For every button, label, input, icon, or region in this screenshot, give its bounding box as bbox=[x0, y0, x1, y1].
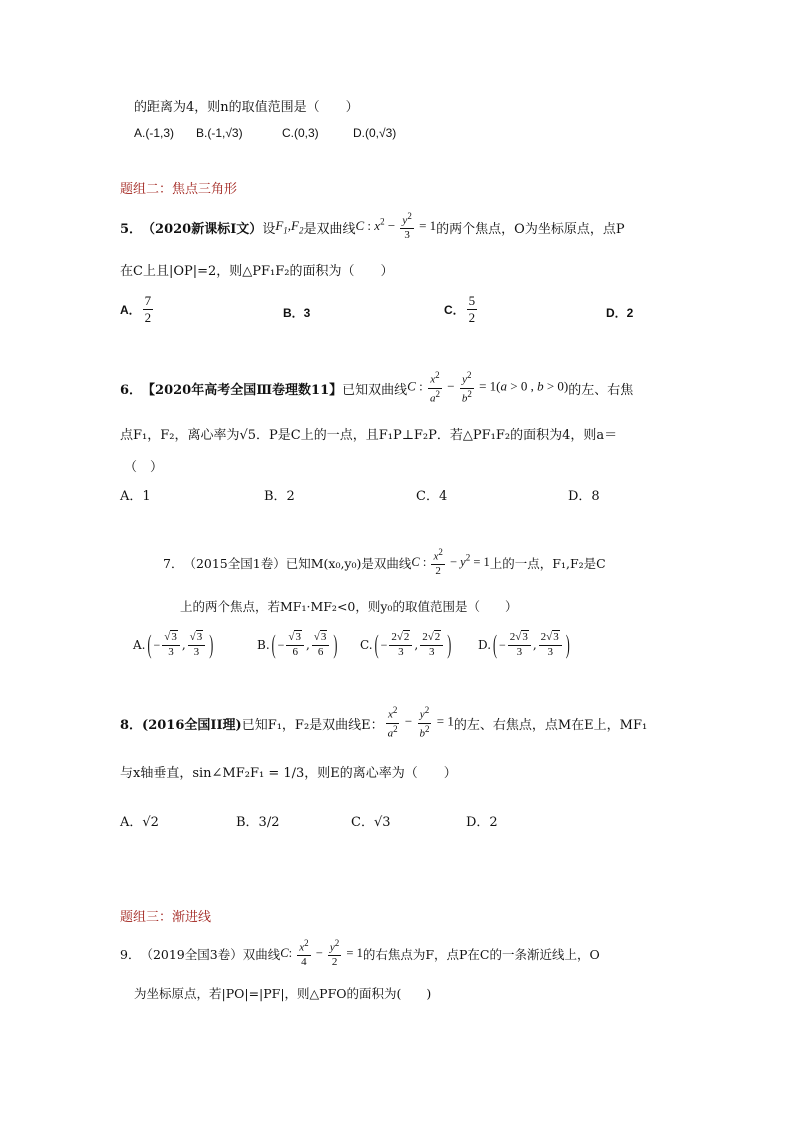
q8-line2: 与x轴垂直，sin∠MF₂F₁ = 1/3，则E的离心率为（ ） bbox=[120, 766, 457, 781]
q8-option-d: D．2 bbox=[466, 815, 498, 830]
q5-text-post: 是双曲线 bbox=[303, 221, 356, 237]
q7-text-pre: 已知M(x₀,y₀)是双曲线 bbox=[285, 556, 412, 571]
q7-source: （2015全国1卷） bbox=[183, 556, 286, 571]
q8-text-pre: 已知F₁，F₂是双曲线E： bbox=[241, 717, 384, 733]
q6-equation: C : $\frac{x^2}{a^2}$ − $\frac{y^2}{b^2}$ = 1(a > 0 , b > 0) bbox=[407, 370, 569, 405]
q5-text-end: 的两个焦点，O为坐标原点，点P bbox=[436, 221, 625, 237]
q5-option-d: D．2 bbox=[606, 306, 634, 320]
group2-heading: 题组二：焦点三角形 bbox=[120, 182, 238, 197]
q6-option-a: A．1 bbox=[120, 489, 151, 504]
q5-option-a: A． $\frac{7}{2}$ bbox=[120, 293, 152, 325]
q9-line2: 为坐标原点，若|PO|=|PF|，则△PFO的面积为( ) bbox=[134, 986, 432, 1001]
q5-number: 5． bbox=[120, 221, 143, 237]
q4-line: 的距离为4，则n的取值范围是（ ） bbox=[134, 100, 359, 115]
q5-line1 bbox=[120, 212, 625, 242]
q6-text-end: 的左、右焦 bbox=[568, 382, 634, 398]
q6-line1 bbox=[120, 370, 633, 406]
q9-source: （2019全国3卷） bbox=[140, 947, 243, 962]
q8-text-end: 的左、右焦点，点M在E上，MF₁ bbox=[453, 717, 648, 733]
q5-equation: C : $x^2$ − $\frac{y^2}{3}$ = 1 bbox=[355, 211, 437, 242]
q9-number: 9． bbox=[120, 947, 141, 962]
q6-text-pre: 已知双曲线 bbox=[342, 382, 408, 398]
q8-option-c: C．√3 bbox=[351, 815, 391, 830]
q7-number: 7． bbox=[163, 556, 184, 571]
q6-option-c: C．4 bbox=[416, 489, 448, 504]
q7-equation: C : $\frac{x^2}{2}$ − $y^2 = 1$ bbox=[411, 547, 490, 578]
q6-line2: 点F₁，F₂，离心率为√5．P是C上的一点，且F₁P⊥F₂P．若△PF₁F₂的面积为4，则a＝ bbox=[120, 428, 618, 443]
q4-option-d: D.(0,√3) bbox=[353, 126, 397, 140]
q9-line1 bbox=[120, 938, 600, 970]
q6-number: 6． bbox=[120, 382, 143, 398]
q6-option-d: D．8 bbox=[568, 489, 600, 504]
q5-option-c: C． $\frac{5}{2}$ bbox=[444, 293, 476, 325]
q4-option-a: A.(-1,3) bbox=[134, 126, 175, 140]
q6-option-b: B．2 bbox=[264, 489, 295, 504]
q8-equation: $\frac{x^2}{a^2}$ − $\frac{y^2}{b^2}$ = 1 bbox=[387, 705, 454, 740]
q4-option-c: C.(0,3) bbox=[282, 126, 319, 140]
q5-source: （2020新课标Ⅰ文） bbox=[142, 221, 263, 237]
group3-heading: 题组三：渐进线 bbox=[120, 910, 212, 925]
q7-option-d: D. ( − $\frac{2√3}{3}$ , $\frac{2√3}{3}$ ) bbox=[478, 628, 570, 660]
q7-option-c: C. ( − $\frac{2√2}{3}$ , $\frac{2√2}{3}$ ) bbox=[360, 628, 452, 660]
q5-option-b: B．3 bbox=[283, 306, 311, 320]
q7-text-end: 上的一点，F₁,F₂是C bbox=[489, 556, 606, 571]
q8-line1 bbox=[120, 706, 647, 740]
q8-option-a: A．√2 bbox=[120, 815, 159, 830]
q8-source: (2016全国II理) bbox=[142, 717, 242, 733]
q5-line2: 在C上且|OP|=2，则△PF₁F₂的面积为（ ） bbox=[120, 264, 394, 279]
q8-number: 8． bbox=[120, 717, 143, 733]
q4-option-b: B.(-1,√3) bbox=[196, 126, 243, 140]
q5-foci: $F_1,F_2$ bbox=[275, 218, 304, 236]
q7-line2: 上的两个焦点，若MF₁·MF₂<0，则y₀的取值范围是（ ） bbox=[180, 599, 518, 614]
q7-option-b: B. ( − $\frac{√3}{6}$ , $\frac{√3}{6}$ ) bbox=[257, 628, 338, 660]
q7-option-a: A. ( − $\frac{√3}{3}$ , $\frac{√3}{3}$ ) bbox=[133, 628, 214, 660]
q6-line3: （ ） bbox=[124, 460, 164, 475]
q9-text-pre: 双曲线 bbox=[242, 947, 281, 962]
q7-line1 bbox=[163, 546, 606, 580]
q8-option-b: B．3/2 bbox=[236, 815, 280, 830]
q6-source: 【2020年高考全国Ⅲ卷理数11】 bbox=[142, 382, 343, 398]
q9-text-end: 的右焦点为F，点P在C的一条渐近线上，O bbox=[362, 947, 600, 962]
q5-text-pre: 设 bbox=[262, 221, 276, 237]
q9-equation: C: $\frac{x^2}{4}$ − $\frac{y^2}{2}$ = 1 bbox=[280, 938, 363, 969]
